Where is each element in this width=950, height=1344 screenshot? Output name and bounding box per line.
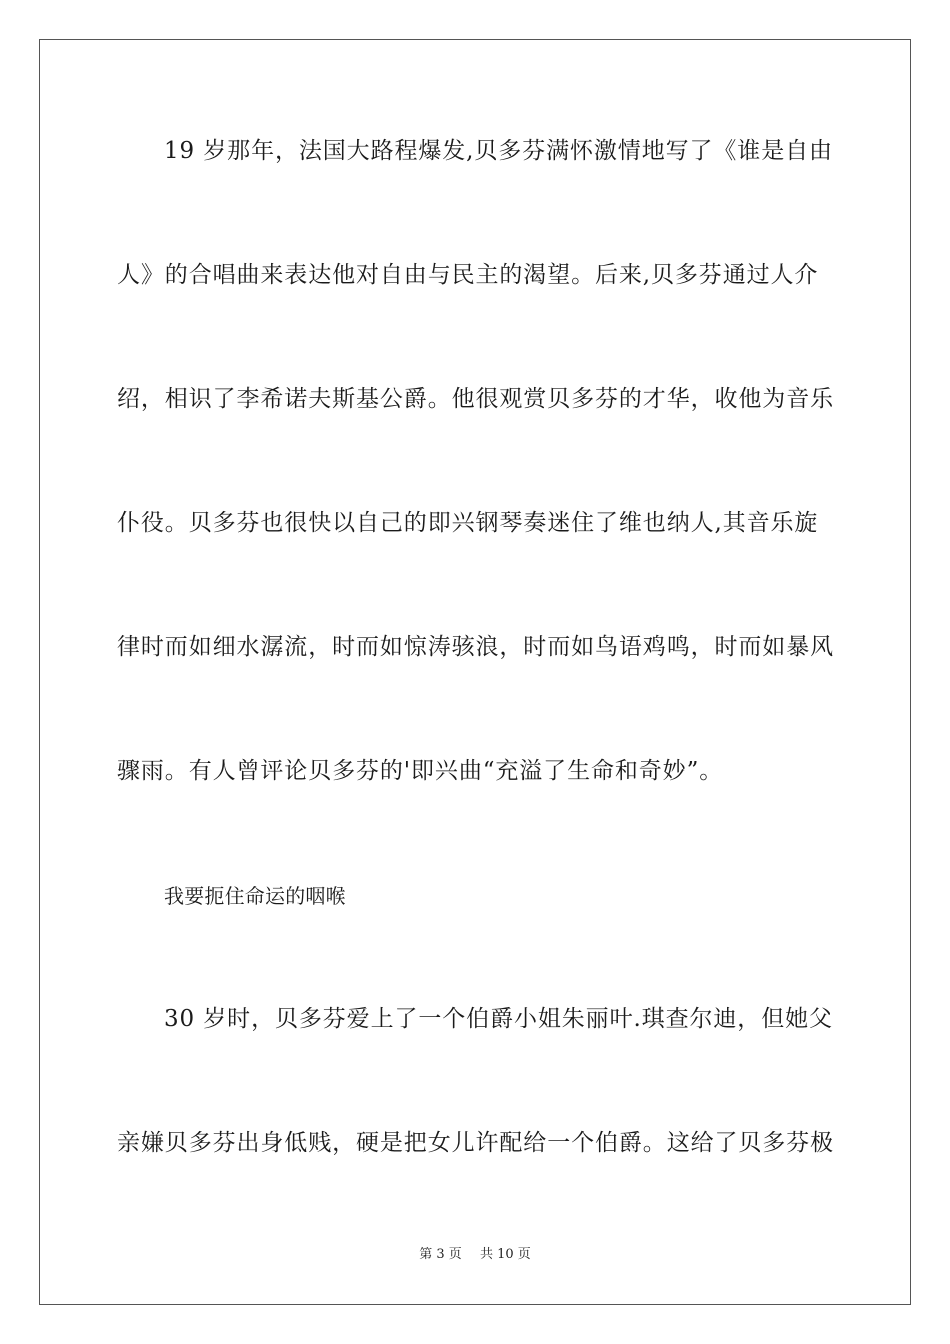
page-number: 第 3 页 bbox=[419, 1247, 462, 1262]
paragraph-1-line-6: 骤雨。有人曾评论贝多芬的'即兴曲“充溢了生命和奇妙”。 bbox=[117, 758, 724, 784]
page-footer bbox=[0, 1246, 950, 1264]
paragraph-2-line-2: 亲嫌贝多芬出身低贱，硬是把女儿许配给一个伯爵。这给了贝多芬极 bbox=[117, 1130, 834, 1156]
section-heading: 我要扼住命运的咽喉 bbox=[164, 884, 346, 908]
paragraph-1-line-1: 19 岁那年，法国大路程爆发,贝多芬满怀激情地写了《谁是自由 bbox=[164, 138, 833, 164]
paragraph-1-line-3: 绍，相识了李希诺夫斯基公爵。他很观赏贝多芬的才华，收他为音乐 bbox=[117, 386, 834, 412]
page-border bbox=[39, 39, 911, 1305]
paragraph-1-line-4: 仆役。贝多芬也很快以自己的即兴钢琴奏迷住了维也纳人,其音乐旋 bbox=[117, 510, 819, 536]
paragraph-1-line-5: 律时而如细水潺流，时而如惊涛骇浪，时而如鸟语鸡鸣，时而如暴风 bbox=[117, 634, 834, 660]
paragraph-2-line-1: 30 岁时，贝多芬爱上了一个伯爵小姐朱丽叶.琪查尔迪，但她父 bbox=[164, 1006, 833, 1032]
paragraph-1-line-2: 人》的合唱曲来表达他对自由与民主的渴望。后来,贝多芬通过人介 bbox=[117, 262, 819, 288]
page-count: 共 10 页 bbox=[479, 1247, 531, 1262]
